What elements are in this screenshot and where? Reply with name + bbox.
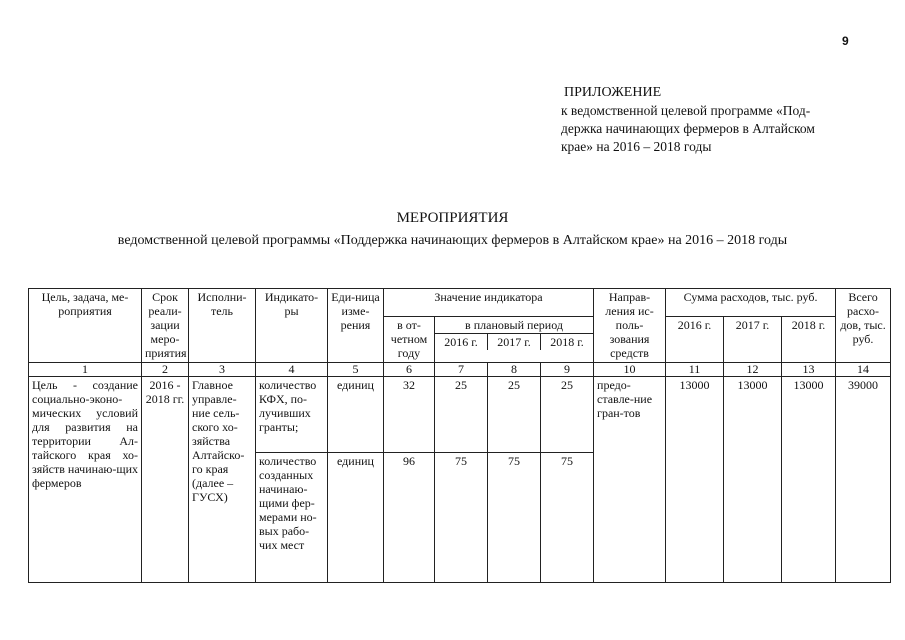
column-number: 13 (782, 363, 836, 377)
activities-table (28, 288, 891, 583)
appendix-block (561, 84, 861, 156)
header-term: Срок реали-зации меро-приятия (142, 289, 189, 363)
indicator-value-cell: 75 (488, 453, 541, 583)
appendix-line: крае» на 2016 – 2018 годы (561, 139, 712, 154)
column-number-row (29, 363, 891, 377)
column-number: 1 (29, 363, 142, 377)
header-indicator-value: Значение индикатора (384, 289, 594, 317)
header-expense-2018: 2018 г. (782, 317, 836, 363)
header-direction: Направ-ления ис-поль-зования средств (594, 289, 666, 363)
header-unit: Еди-ница изме-рения (328, 289, 384, 363)
header-planned-period: в плановый период (435, 317, 593, 334)
expense-2017-cell: 13000 (724, 377, 782, 583)
header-goal: Цель, задача, ме-роприятия (29, 289, 142, 363)
expense-2016-cell: 13000 (666, 377, 724, 583)
header-expense-2017: 2017 г. (724, 317, 782, 363)
column-number: 5 (328, 363, 384, 377)
column-number: 11 (666, 363, 724, 377)
indicator-value-cell: 25 (435, 377, 488, 453)
header-reporting-year: в от-четном году (384, 317, 435, 363)
indicator-value-cell: 32 (384, 377, 435, 453)
document-subtitle: ведомственной целевой программы «Поддержка начинающих фермеров в Алтайском крае» на 2016 – 2018 годы (117, 233, 788, 248)
column-number: 14 (836, 363, 891, 377)
header-expense-2016: 2016 г. (666, 317, 724, 363)
indicator-value-cell: 25 (541, 377, 594, 453)
expense-total-cell: 39000 (836, 377, 891, 583)
indicator-name-cell: количество КФХ, по-лучивших гранты; (256, 377, 328, 453)
column-number: 3 (189, 363, 256, 377)
indicator-value-cell: 25 (488, 377, 541, 453)
header-total: Всего расхо-дов, тыс. руб. (836, 289, 891, 363)
header-year-2018: 2018 г. (550, 335, 584, 349)
indicator-name-cell: количество созданных начинаю-щими фер-мерами но-вых рабо-чих мест (256, 453, 328, 583)
header-year-2016: 2016 г. (435, 334, 488, 350)
page-number: 9 (842, 34, 849, 48)
column-number: 2 (142, 363, 189, 377)
direction-cell: предо-ставле-ние гран-тов (594, 377, 666, 583)
indicator-value-cell: 96 (384, 453, 435, 583)
header-expense-sum: Сумма расходов, тыс. руб. (666, 289, 836, 317)
column-number: 7 (435, 363, 488, 377)
header-indicators: Индикато-ры (256, 289, 328, 363)
column-number: 8 (488, 363, 541, 377)
column-number: 9 (541, 363, 594, 377)
goal-cell: Цель - создание социально-эконо-мических условий для развития на территории Ал-тайского края хо-зяйств начинаю-щих фермеров (29, 377, 142, 583)
header-planned-period-group (435, 317, 594, 363)
executor-cell: Главное управле-ние сель-ского хо-зяйства Алтайско-го края (далее – ГУСХ) (189, 377, 256, 583)
unit-cell: единиц (328, 453, 384, 583)
appendix-line: держка начинающих фермеров в Алтайском (561, 121, 815, 136)
unit-cell: единиц (328, 377, 384, 453)
appendix-heading: ПРИЛОЖЕНИЕ (564, 85, 662, 100)
term-cell: 2016 - 2018 гг. (142, 377, 189, 583)
column-number: 6 (384, 363, 435, 377)
document-title: МЕРОПРИЯТИЯ (396, 210, 509, 226)
column-number: 10 (594, 363, 666, 377)
indicator-value-cell: 75 (435, 453, 488, 583)
indicator-value-cell: 75 (541, 453, 594, 583)
appendix-line: к ведомственной целевой программе «Под- (561, 103, 811, 118)
header-executor: Исполни-тель (189, 289, 256, 363)
column-number: 4 (256, 363, 328, 377)
expense-2018-cell: 13000 (782, 377, 836, 583)
column-number: 12 (724, 363, 782, 377)
header-year-2017: 2017 г. (488, 334, 541, 350)
table-row (29, 377, 891, 453)
